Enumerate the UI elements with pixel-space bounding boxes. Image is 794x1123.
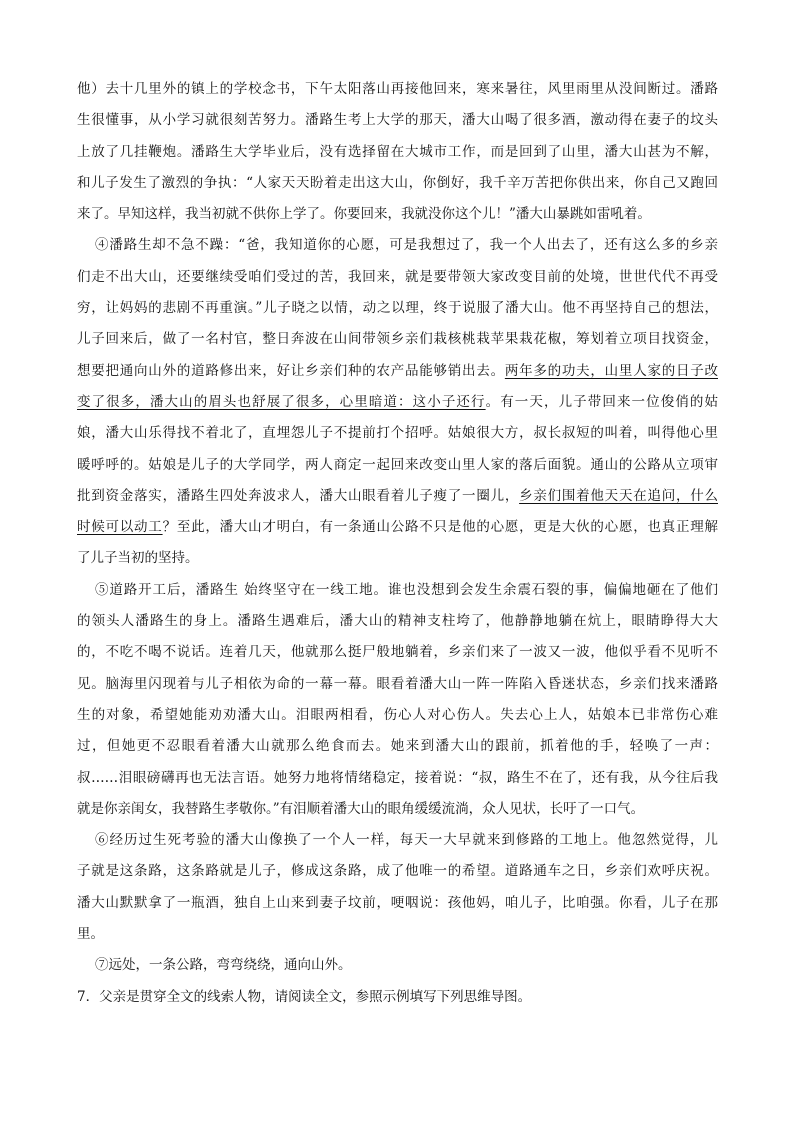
text-line [77,199,718,230]
text-line [77,74,718,105]
text-segment: 想要把通向山外的道路修出来，好让乡亲们种的农产品能够销出去。 [77,362,505,379]
underlined-text: 乡亲们围着他天天在追问，什么 [519,487,718,504]
text-line [77,669,718,700]
text-line [77,575,718,606]
paragraph [77,230,718,574]
text-segment: ⑥经历过生死考验的潘大山像换了一个人一样，每天一大早就来到修路的工地上。他忽然觉得，儿 [95,832,718,849]
paragraph [77,74,718,230]
text-segment: 。有一天，儿子带回来一位俊俏的姑 [485,393,718,410]
text-line [77,324,718,355]
text-line [77,543,718,574]
question-7: 7．父亲是贯穿全文的线索人物，请阅读全文，参照示例填写下列思维导图。 [77,988,532,1005]
text-segment: 儿子回来后，做了一名村官，整日奔波在山间带领乡亲们栽核桃栽苹果栽花椒，筹划着立项目找资金， [77,331,718,348]
text-line [77,731,718,762]
text-segment: 子就是这条路，这条路就是儿子，修成这条路，成了他唯一的希望。道路通车之日，乡亲们欢呼庆祝。 [77,863,718,880]
article-body [77,74,718,1013]
text-segment: 见。脑海里闪现着与儿子相依为命的一幕一幕。眼看着潘大山一阵一阵陷入昏迷状态，乡亲们找来潘路 [77,675,718,692]
text-segment: ⑤道路开工后，潘路生 始终坚守在一线工地。谁也没想到会发生余震石裂的事，偏偏地砸在了他们 [95,581,718,598]
text-line [77,606,718,637]
text-line [77,168,718,199]
text-line [77,230,718,261]
text-line [77,512,718,543]
text-segment: 穷，让妈妈的悲剧不再重演。”儿子晓之以情，动之以理，终于说服了潘大山。他不再坚持自己的想法， [77,300,718,317]
underlined-text: 时候可以动工 [77,519,163,536]
text-segment: ？至此，潘大山才明白，有一条通山公路不只是他的心愿，更是大伙的心愿，也真正理解 [162,519,718,536]
text-segment: 上放了几挂鞭炮。潘路生大学毕业后，没有选择留在大城市工作，而是回到了山里，潘大山甚为不解， [77,143,718,160]
text-line [77,356,718,387]
text-segment: 里。 [77,926,104,943]
underlined-text: 变了很多，潘大山的眉头也舒展了很多，心里暗道：这小子还行 [77,393,486,410]
text-line [77,763,718,794]
text-segment: 生很懂事，从小学习就很刻苦努力。潘路生考上大学的那天，潘大山喝了很多酒，激动得在妻子的坟头 [77,112,718,129]
text-line [77,293,718,324]
text-line [77,137,718,168]
text-line [77,856,718,887]
text-line [77,919,718,950]
text-segment: 的，不吃不喝不说话。连着几天，他就那么挺尸般地躺着，乡亲们来了一波又一波，他似乎看不见听不 [77,644,718,661]
text-line [77,700,718,731]
text-segment: 批到资金落实，潘路生四处奔波求人，潘大山眼看着儿子瘦了一圈儿， [77,487,520,504]
reading-passage [77,74,718,982]
text-line [77,105,718,136]
text-segment: 的领头人潘路生的身上。潘路生遇难后，潘大山的精神支柱垮了，他静静地躺在炕上，眼睛睁得大大 [77,613,718,630]
text-segment: 潘大山默默拿了一瓶酒，独自上山来到妻子坟前，哽咽说：孩他妈，咱儿子，比咱强。你看，儿子在那 [77,894,718,911]
text-segment: 叔……泪眼磅礴再也无法言语。她努力地将情绪稳定，接着说：“叔，路生不在了，还有我，从今往后我 [77,769,718,786]
paragraph [77,950,718,981]
text-segment: 生的对象，希望她能劝劝潘大山。泪眼两相看，伤心人对心伤人。失去心上人，姑娘本已非常伤心难 [77,706,718,723]
text-segment: 来了。早知这样，我当初就不供你上学了。你要回来，我就没你这个儿！”潘大山暴跳如雷吼着。 [77,206,651,223]
text-line [77,888,718,919]
text-line [77,825,718,856]
text-segment: ⑦远处，一条公路，弯弯绕绕，通向山外。 [95,957,352,974]
text-segment: 们走不出大山，还要继续受咱们受过的苦，我回来，就是要带领大家改变目前的处境，世世代代不再受 [77,268,718,285]
text-segment: 过，但她更不忍眼看着潘大山就那么绝食而去。她来到潘大山的跟前，抓着他的手，轻唤了一声： [77,738,718,755]
text-segment: 暖呼呼的。姑娘是儿子的大学同学，两人商定一起回来改变山里人家的落后面貌。通山的公路从立项审 [77,456,718,473]
text-line [77,450,718,481]
text-line [77,637,718,668]
text-line [77,950,718,981]
text-line [77,794,718,825]
text-segment: ④潘路生却不急不躁：“爸，我知道你的心愿，可是我想过了，我一个人出去了，还有这么多的乡亲 [95,237,718,254]
text-line [77,481,718,512]
text-segment: 他）去十几里外的镇上的学校念书，下午太阳落山再接他回来，寒来暑往，风里雨里从没间断过。潘路 [77,81,718,97]
text-segment: 和儿子发生了激烈的争执：“人家天天盼着走出这大山，你倒好，我千辛万苦把你供出来，你自己又跑回 [77,174,718,191]
text-segment: 就是你亲闺女，我替路生孝敬你。”有泪顺着潘大山的眼角缓缓流淌，众人见状，长吁了一口气。 [77,800,645,817]
text-line [77,262,718,293]
paragraph [77,825,718,950]
text-line [77,387,718,418]
text-line [77,418,718,449]
underlined-text: 两年多的功夫，山里人家的日子改 [504,362,718,379]
text-segment: 了儿子当初的坚持。 [77,550,199,567]
paragraph [77,575,718,825]
text-segment: 娘，潘大山乐得找不着北了，直埋怨儿子不提前打个招呼。姑娘很大方，叔长叔短的叫着，叫得他心里 [77,425,718,442]
